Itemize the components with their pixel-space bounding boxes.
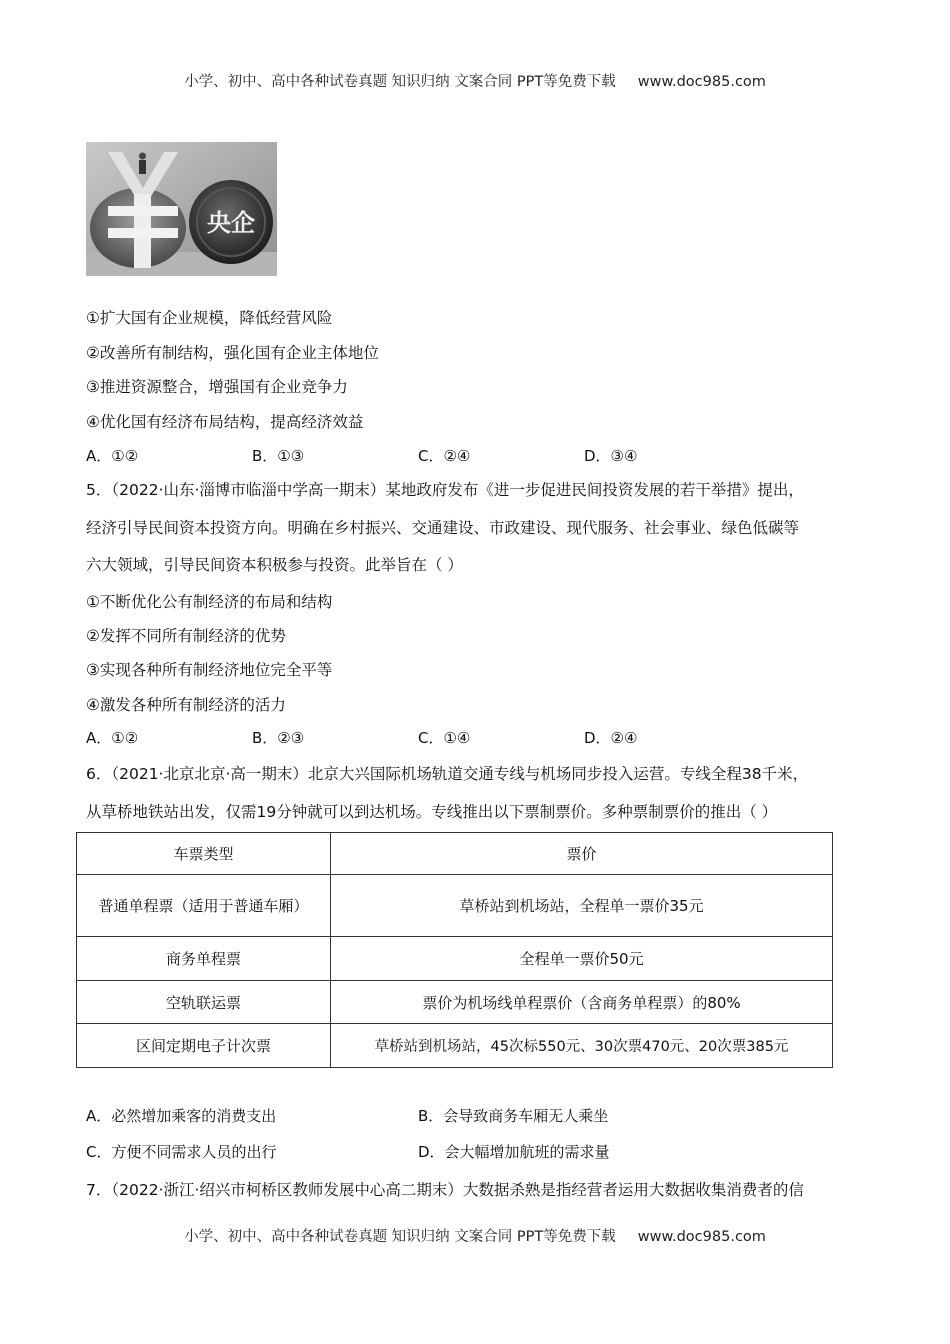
footer-site[interactable]: www.doc985.com [637, 1229, 766, 1245]
table-cell: 空轨联运票 [77, 981, 331, 1024]
q6-option-d[interactable]: D．会大幅增加航班的需求量 [418, 1143, 610, 1161]
q5-item-4: ④激发各种所有制经济的活力 [86, 696, 286, 714]
table-header: 车票类型 [77, 833, 331, 875]
header-site[interactable]: www.doc985.com [637, 74, 766, 90]
table-row [77, 1024, 833, 1068]
q5-item-2: ②发挥不同所有制经济的优势 [86, 627, 286, 645]
q6-stem-line-1: 6．（2021·北京北京·高一期末）北京大兴国际机场轨道交通专线与机场同步投入运营。专线全程38千米， [86, 765, 809, 783]
q4-item-3: ③推进资源整合，增强国有企业竞争力 [86, 378, 348, 396]
q5-option-a[interactable]: A．①② [86, 729, 139, 747]
q5-option-b[interactable]: B．②③ [252, 729, 305, 747]
header-text: 小学、初中、高中各种试卷真题 知识归纳 文案合同 PPT等免费下载 [184, 74, 616, 90]
q6-option-c[interactable]: C．方便不同需求人员的出行 [86, 1143, 277, 1161]
figure-label: 央企 [207, 209, 255, 237]
table-cell: 票价为机场线单程票价（含商务单程票）的80% [331, 981, 833, 1024]
q6-stem-line-2: 从草桥地铁站出发，仅需19分钟就可以到达机场。专线推出以下票制票价。多种票制票价的推出（ ） [86, 803, 778, 821]
q5-option-c[interactable]: C．①④ [418, 729, 471, 747]
table-cell: 全程单一票价50元 [331, 937, 833, 981]
table-row [77, 937, 833, 981]
q5-stem-line-2: 经济引导民间资本投资方向。明确在乡村振兴、交通建设、市政建设、现代服务、社会事业、绿色低碳等 [86, 519, 800, 537]
q5-option-d[interactable]: D．②④ [584, 729, 638, 747]
q5-stem-line-1: 5．（2022·山东·淄博市临淄中学高一期末）某地政府发布《进一步促进民间投资发展的若干举措》提出， [86, 481, 804, 499]
q4-option-c[interactable]: C．②④ [418, 447, 471, 465]
table-cell: 草桥站到机场站，45次标550元、30次票470元、20次票385元 [331, 1024, 833, 1068]
q5-item-3: ③实现各种所有制经济地位完全平等 [86, 661, 333, 679]
table-cell: 普通单程票（适用于普通车厢） [77, 875, 331, 937]
q5-stem-line-3: 六大领域，引导民间资本积极参与投资。此举旨在（ ） [86, 556, 463, 574]
figure-yuan-sign-photo [86, 142, 277, 276]
q4-option-b[interactable]: B．①③ [252, 447, 305, 465]
table-cell: 草桥站到机场站，全程单一票价35元 [331, 875, 833, 937]
table-cell: 区间定期电子计次票 [77, 1024, 331, 1068]
footer-text: 小学、初中、高中各种试卷真题 知识归纳 文案合同 PPT等免费下载 [184, 1229, 616, 1245]
table-cell: 商务单程票 [77, 937, 331, 981]
table-row [77, 981, 833, 1024]
q7-stem-line-1: 7．（2022·浙江·绍兴市柯桥区教师发展中心高二期末）大数据杀熟是指经营者运用大数据收集消费者的信 [86, 1181, 804, 1199]
q4-option-a[interactable]: A．①② [86, 447, 139, 465]
page-header [0, 70, 950, 91]
table-row [77, 875, 833, 937]
ticket-price-table [76, 832, 833, 1068]
page-footer [0, 1225, 950, 1246]
q4-item-1: ①扩大国有企业规模，降低经营风险 [86, 309, 333, 327]
q4-item-2: ②改善所有制结构，强化国有企业主体地位 [86, 344, 379, 362]
q4-option-d[interactable]: D．③④ [584, 447, 638, 465]
q6-option-b[interactable]: B．会导致商务车厢无人乘坐 [418, 1107, 609, 1125]
q5-item-1: ①不断优化公有制经济的布局和结构 [86, 593, 333, 611]
table-header: 票价 [331, 833, 833, 875]
table-header-row [77, 833, 833, 875]
q4-item-4: ④优化国有经济布局结构，提高经济效益 [86, 413, 364, 431]
q6-option-a[interactable]: A．必然增加乘客的消费支出 [86, 1107, 277, 1125]
